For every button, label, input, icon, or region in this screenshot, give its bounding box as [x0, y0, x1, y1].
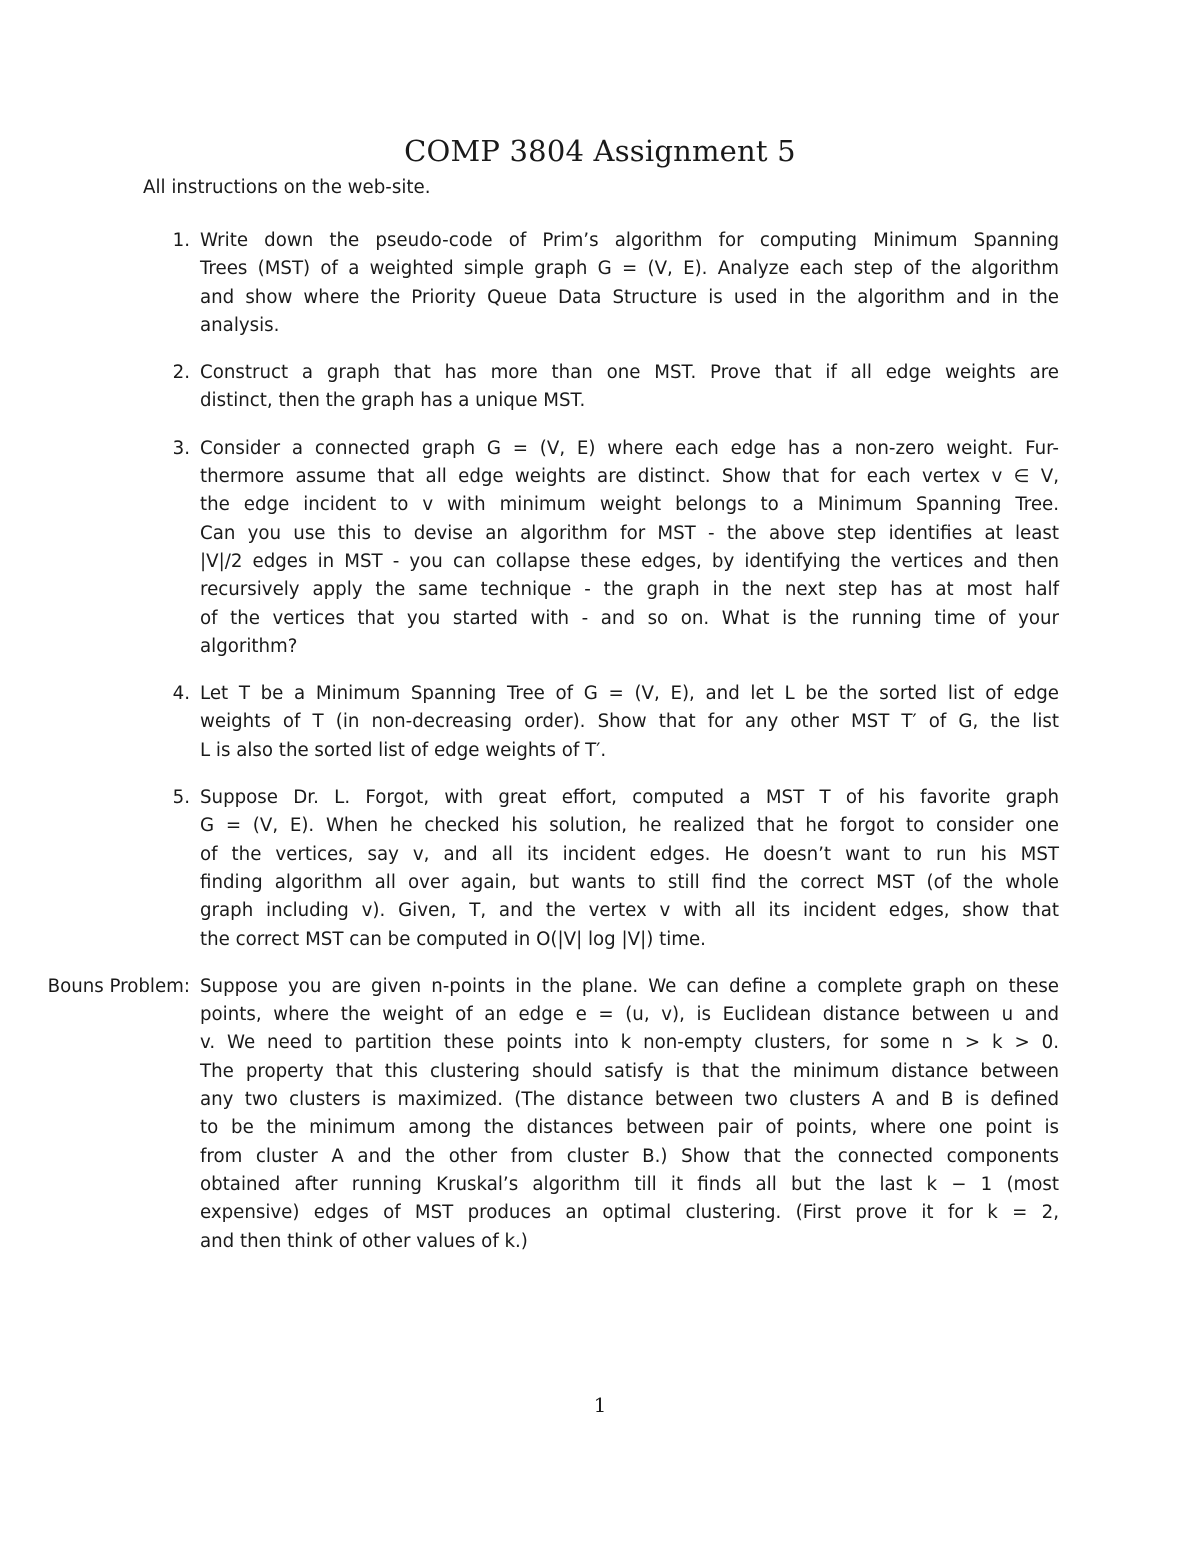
problem-line: The property that this clustering should satisfy is that the minimum distance between — [200, 1060, 1059, 1082]
problem-label: 2. — [172, 362, 190, 384]
problem-item-2 — [0, 359, 1200, 416]
bonus-problem-label: Bouns Problem: — [47, 975, 190, 997]
intro-text: All instructions on the web-site. — [143, 177, 431, 198]
problem-line: Let T be a Minimum Spanning Tree of G = (V, E), and let L be the sorted list of edge — [200, 683, 1059, 705]
problem-line: analysis. — [200, 314, 280, 336]
problem-line: distinct, then the graph has a unique MST. — [200, 390, 586, 412]
problem-line: recursively apply the same technique - the graph in the next step has at most half — [200, 579, 1059, 601]
problem-line: Suppose Dr. L. Forgot, with great effort, computed a MST T of his favorite graph — [200, 787, 1059, 809]
problem-line: of the vertices that you started with - and so on. What is the running time of your — [200, 607, 1059, 629]
problem-line: obtained after running Kruskal’s algorithm till it finds all but the last k − 1 (most — [200, 1173, 1059, 1195]
problem-line: Consider a connected graph G = (V, E) where each edge has a non-zero weight. Fur- — [200, 437, 1059, 459]
problem-line: G = (V, E). When he checked his solution, he realized that he forgot to consider one — [200, 815, 1059, 837]
problem-line: and then think of other values of k.) — [200, 1230, 528, 1252]
problem-line: Write down the pseudo-code of Prim’s algorithm for computing Minimum Spanning — [200, 230, 1059, 251]
problem-line: and show where the Priority Queue Data Structure is used in the algorithm and in the — [200, 286, 1059, 308]
problem-line: from cluster A and the other from cluster B.) Show that the connected components — [200, 1145, 1059, 1167]
problem-item-3 — [0, 435, 1200, 661]
problem-line: weights of T (in non-decreasing order). Show that for any other MST T′ of G, the list — [200, 711, 1059, 733]
problem-label: 1. — [172, 230, 190, 251]
problem-line: of the vertices, say v, and all its incident edges. He doesn’t want to run his MST — [200, 843, 1059, 865]
problem-line: Construct a graph that has more than one MST. Prove that if all edge weights are — [200, 362, 1059, 384]
page-number: 1 — [593, 1393, 607, 1417]
problem-item-1 — [0, 227, 1200, 340]
problem-line: v. We need to partition these points into k non-empty clusters, for some n > k > 0. — [200, 1032, 1059, 1054]
problem-line: L is also the sorted list of edge weights of T′. — [200, 739, 607, 761]
problem-line: points, where the weight of an edge e = (u, v), is Euclidean distance between u and — [200, 1004, 1059, 1026]
problem-line: to be the minimum among the distances between pair of points, where one point is — [200, 1117, 1059, 1139]
problem-line: thermore assume that all edge weights are distinct. Show that for each vertex v ∈ V, — [200, 466, 1059, 488]
problem-line: finding algorithm all over again, but wants to still find the correct MST (of the whole — [200, 871, 1059, 893]
problem-line: any two clusters is maximized. (The distance between two clusters A and B is defined — [200, 1089, 1059, 1111]
problem-line: |V|/2 edges in MST - you can collapse these edges, by identifying the vertices and then — [200, 550, 1059, 572]
page-title: COMP 3804 Assignment 5 — [404, 134, 796, 168]
problem-line: Suppose you are given n-points in the plane. We can define a complete graph on these — [200, 975, 1059, 997]
problem-line: the correct MST can be computed in O(|V| log |V|) time. — [200, 928, 706, 950]
problem-label: 5. — [172, 787, 190, 809]
problem-line: graph including v). Given, T, and the vertex v with all its incident edges, show that — [200, 900, 1059, 922]
problem-label: 3. — [172, 437, 190, 459]
problem-line: algorithm? — [200, 635, 298, 657]
problem-label: 4. — [172, 683, 190, 705]
problem-line: Can you use this to devise an algorithm for MST - the above step identifies at least — [200, 522, 1059, 544]
problem-item-4 — [0, 680, 1200, 765]
problem-line: expensive) edges of MST produces an optimal clustering. (First prove it for k = 2, — [200, 1202, 1059, 1224]
bonus-problem-item — [0, 973, 1200, 1256]
problem-list — [0, 227, 1200, 1275]
problem-line: Trees (MST) of a weighted simple graph G = (V, E). Analyze each step of the algorithm — [200, 258, 1059, 280]
problem-line: the edge incident to v with minimum weight belongs to a Minimum Spanning Tree. — [200, 494, 1059, 516]
problem-item-5 — [0, 784, 1200, 954]
